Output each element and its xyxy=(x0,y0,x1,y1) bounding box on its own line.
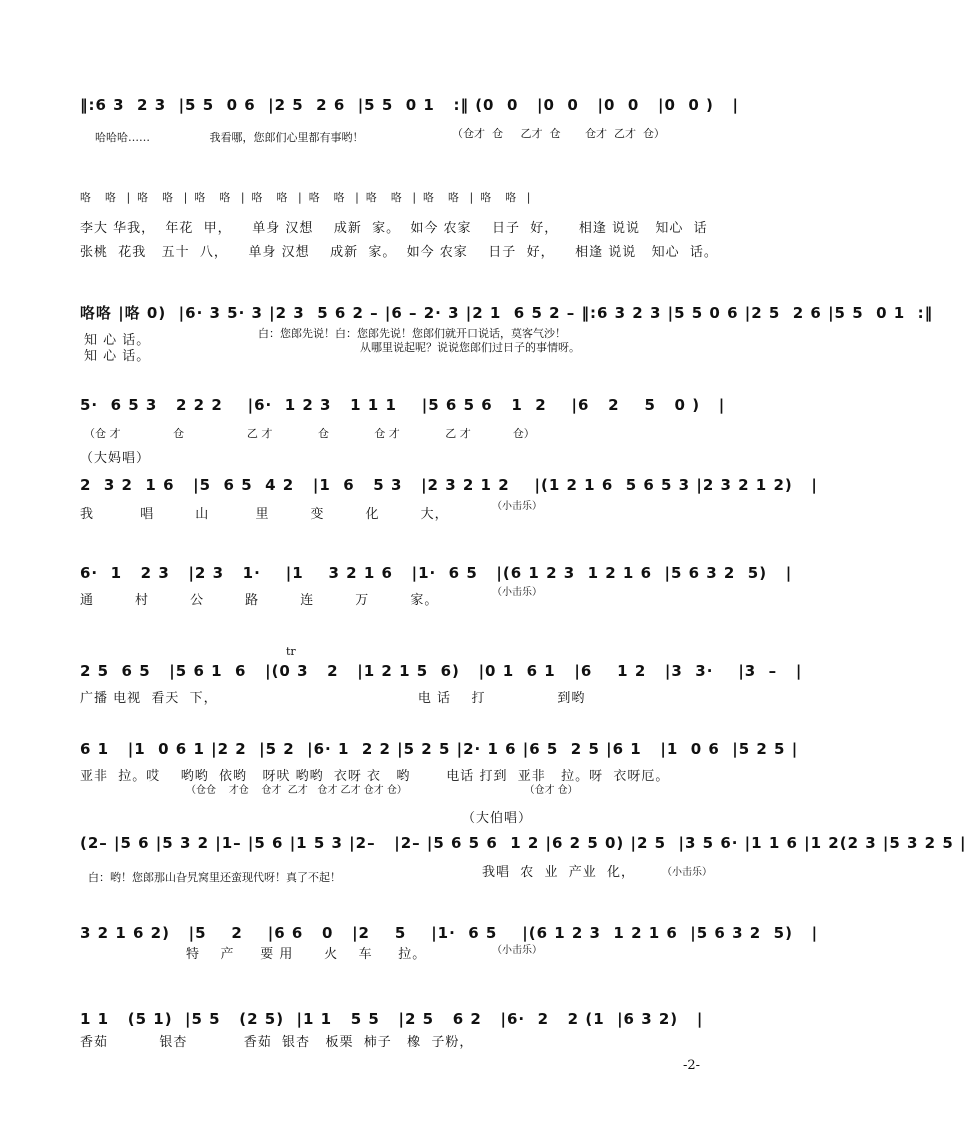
text-line-16: （小击乐） xyxy=(492,501,542,512)
text-line-8: 从哪里说起呢？说说您郎们过日子的事情呀。 xyxy=(360,341,580,354)
text-line-12: （仓 才 仓 乙 才 仓 仓 才 乙 才 仓） xyxy=(84,427,535,440)
text-line-1: 哈哈哈…… 我看哪，您郎们心里都有事哟！ xyxy=(95,131,364,144)
notation-line-14: 2 3 2 1 6 |5 6 5 4 2 |1 6 5 3 |2 3 2 1 2 |(1 2 1 6 5 6 5 3 |2 3 2 1 2) | xyxy=(80,476,818,494)
text-line-29: （小击乐） xyxy=(662,867,712,878)
notation-line-0: ‖:6 3 2 3 |5 5 0 6 |2 5 2 6 |5 5 0 1 :‖ (0 0 |0 0 |0 0 |0 0 ) | xyxy=(80,96,739,114)
notation-line-21: 2 5 6 5 |5 6 1 6 |(0 3 2 |1 2 1 5 6) |0 1 6 1 |6 1 2 |3 3· |3 – | xyxy=(80,662,803,680)
text-line-19: （小击乐） xyxy=(492,587,542,598)
text-line-22: 广播 电视 看天 下， 电 话 打 到哟 xyxy=(80,691,586,706)
text-line-5: 张桃 花我 五十 八， 单身 汉想 成新 家。 如今 农家 日子 好， 相逢 说说 知心 话。 xyxy=(80,245,718,260)
notation-line-31: 3 2 1 6 2) |5 2 |6 6 0 |2 5 |1· 6 5 |(6 1 2 3 1 2 1 6 |5 6 3 2 5) | xyxy=(80,924,819,942)
text-line-26: （大伯唱） xyxy=(462,811,533,826)
text-line-20: tr xyxy=(286,645,296,658)
text-line-25: （仓仓 才仓 仓才 乙才 仓才 乙才 仓才 仓） （仓才 仓） xyxy=(186,785,578,796)
text-line-32: 特 产 要 用 火 车 拉。 xyxy=(186,947,427,962)
text-line-13: （大妈唱） xyxy=(80,451,151,466)
text-line-30: 白：哟！您郎那山旮旯窝里还蛮现代呀！真了不起！ xyxy=(88,871,341,884)
text-line-28: 我唱 农 业 产业 化， xyxy=(482,865,636,880)
notation-line-11: 5· 6 5 3 2 2 2 |6· 1 2 3 1 1 1 |5 6 5 6 1 2 |6 2 5 0 ) | xyxy=(80,396,726,414)
page-number: -2- xyxy=(682,1058,700,1073)
notation-line-27: (2– |5 6 |5 3 2 |1– |5 6 |1 5 3 |2– |2– |5 6 5 6 1 2 |6 2 5 0) |2 5 |3 5 6· |1 1 6 |1 2(2 3 |5 3 2 5 | xyxy=(80,834,966,852)
text-line-33: （小击乐） xyxy=(492,945,542,956)
text-line-18: 通 村 公 路 连 万 家。 xyxy=(80,593,439,608)
text-line-2: （仓才 仓 乙才 仓 仓才 乙才 仓） xyxy=(452,127,665,140)
notation-line-34: 1 1 (5 1) |5 5 (2 5) |1 1 5 5 |2 5 6 2 |6· 2 2 (1 |6 3 2) | xyxy=(80,1010,704,1028)
text-line-9: 知 心 话。 xyxy=(84,333,151,348)
notation-line-17: 6· 1 2 3 |2 3 1· |1 3 2 1 6 |1· 6 5 |(6 1 2 3 1 2 1 6 |5 6 3 2 5) | xyxy=(80,564,793,582)
notation-line-6: 咯咯 |咯 0) |6· 3 5· 3 |2 3 5 6 2 – |6 – 2· 3 |2 1 6 5 2 – ‖:6 3 2 3 |5 5 0 6 |2 5 2 6 |5 5 0 1 :‖ xyxy=(80,304,934,322)
text-line-24: 亚非 拉。哎 哟哟 依哟 呀吠 哟哟 衣呀 衣 哟 电话 打到 亚非 拉。呀 衣呀厄。 xyxy=(80,769,670,784)
text-line-10: 知 心 话。 xyxy=(84,349,151,364)
notation-line-23: 6 1 |1 0 6 1 |2 2 |5 2 |6· 1 2 2 |5 2 5 |2· 1 6 |6 5 2 5 |6 1 |1 0 6 |5 2 5 | xyxy=(80,740,799,758)
text-line-4: 李大 华我， 年花 甲， 单身 汉想 成新 家。 如今 农家 日子 好， 相逢 说说 知心 话 xyxy=(80,221,708,236)
text-line-35: 香茹 银杏 香茹 银杏 板栗 柿子 橡 子粉， xyxy=(80,1035,474,1050)
text-line-3: 咯 咯 | 咯 咯 | 咯 咯 | 咯 咯 | 咯 咯 | 咯 咯 | 咯 咯 | 咯 咯 | xyxy=(80,191,531,204)
text-line-15: 我 唱 山 里 变 化 大， xyxy=(80,507,449,522)
text-line-7: 白：您郎先说！白：您郎先说！您郎们就开口说话，莫客气沙！ xyxy=(258,327,566,340)
